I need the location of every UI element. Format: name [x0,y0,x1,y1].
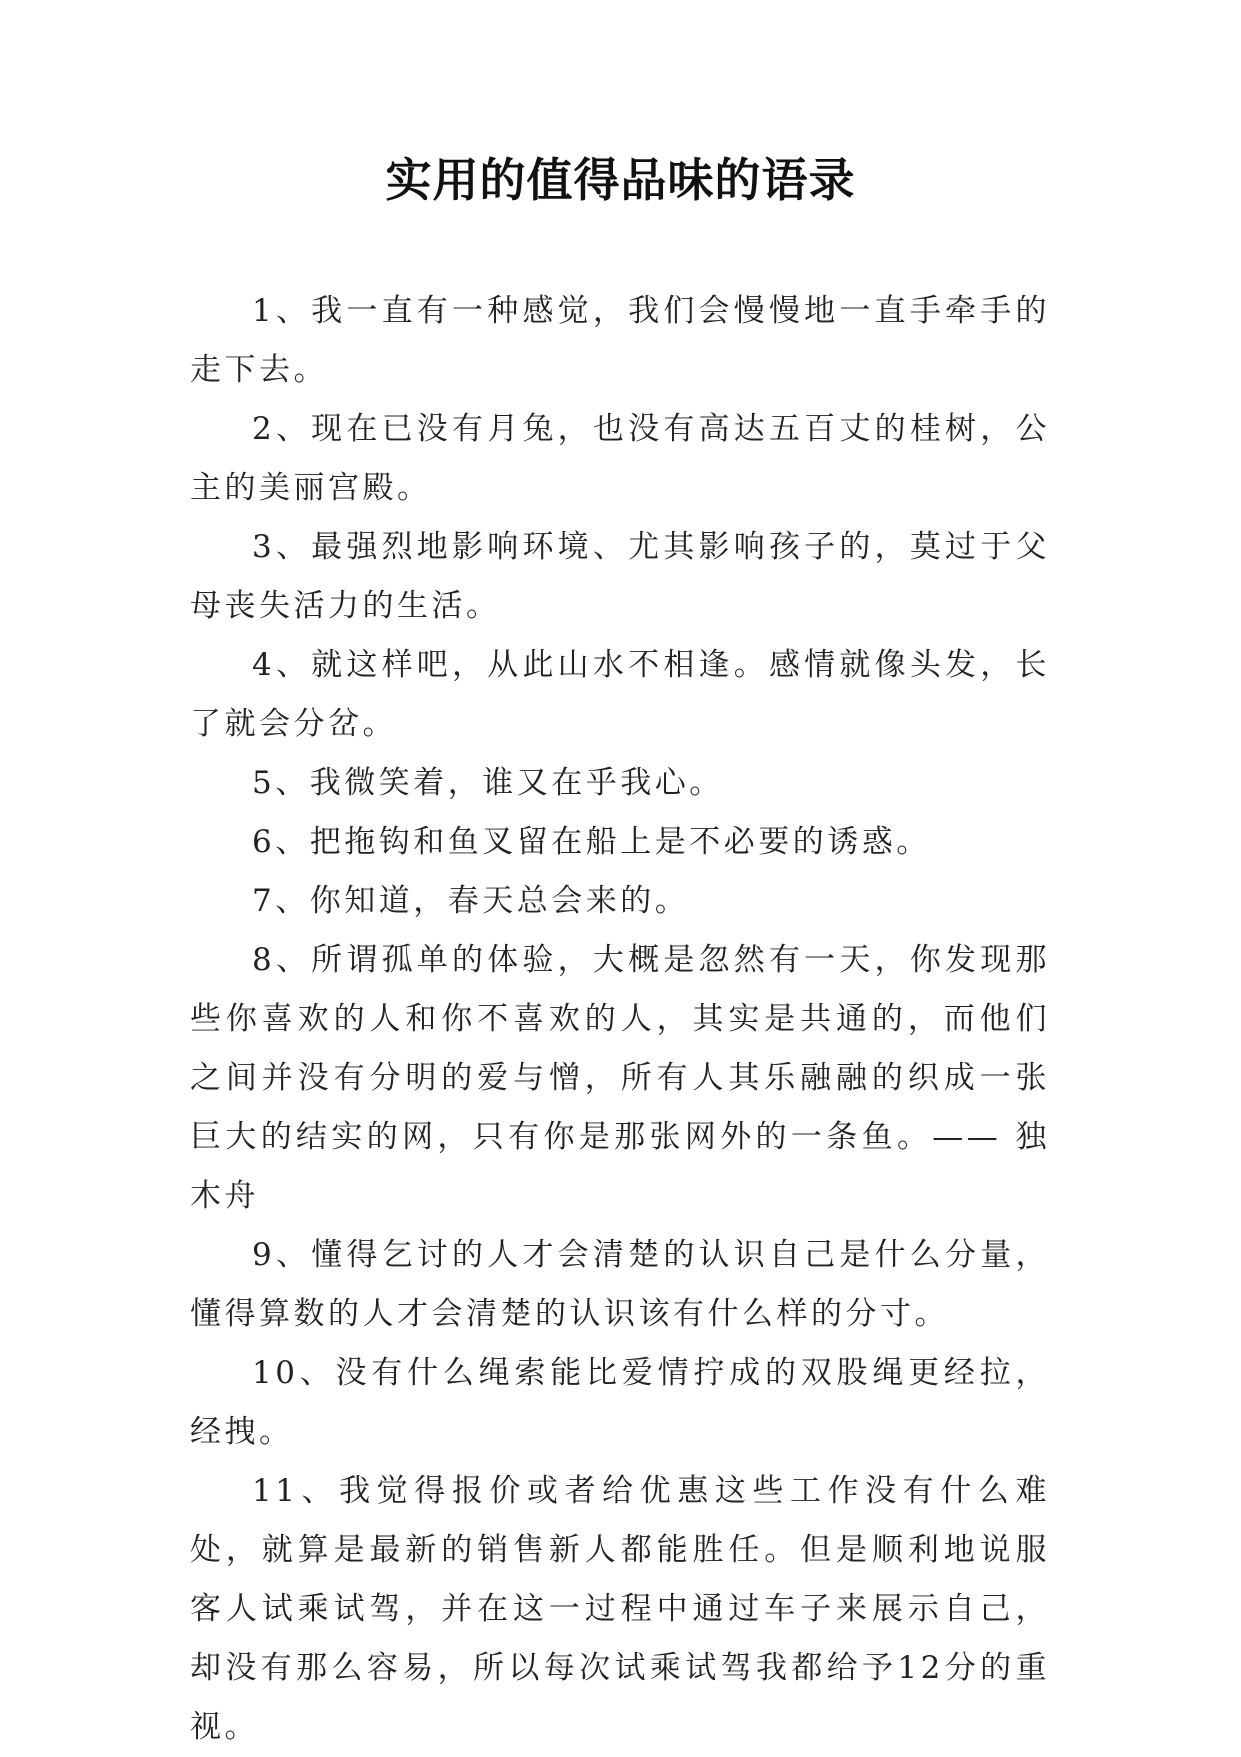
quote-paragraph-7: 7、你知道，春天总会来的。 [252,883,690,919]
quote-paragraph-2: 2、现在已没有月兔，也没有高达五百丈的桂树，公主的美丽宫殿。 [190,411,1050,506]
quote-paragraph-10: 10、没有什么绳索能比爱情拧成的双股绳更经拉，经拽。 [190,1355,1050,1450]
quote-paragraph-9: 9、懂得乞讨的人才会清楚的认识自己是什么分量，懂得算数的人才会清楚的认识该有什么样的分寸。 [190,1237,1050,1332]
document-title: 实用的值得品味的语录 [385,153,856,207]
quote-paragraph-1: 1、我一直有一种感觉，我们会慢慢地一直手牵手的走下去。 [190,293,1050,388]
document-body [190,282,1050,1757]
quote-paragraph-5: 5、我微笑着，谁又在乎我心。 [252,765,724,801]
quote-paragraph-3: 3、最强烈地影响环境、尤其影响孩子的，莫过于父母丧失活力的生活。 [190,529,1050,624]
quote-paragraph-11: 11、我觉得报价或者给优惠这些工作没有什么难处，就算是最新的销售新人都能胜任。但是顺利地说服客人试乘试驾，并在这一过程中通过车子来展示自己，却没有那么容易，所以每次试乘试驾我都给予12分的重视。 [190,1473,1050,1745]
quote-paragraph-8: 8、所谓孤单的体验，大概是忽然有一天，你发现那些你喜欢的人和你不喜欢的人，其实是共通的，而他们之间并没有分明的爱与憎，所有人其乐融融的织成一张巨大的结实的网，只有你是那张网外的一条鱼。—— 独木舟 [190,942,1050,1214]
quote-paragraph-6: 6、把拖钩和鱼叉留在船上是不必要的诱惑。 [252,824,931,860]
quote-paragraph-4: 4、就这样吧，从此山水不相逢。感情就像头发，长了就会分岔。 [190,647,1050,742]
